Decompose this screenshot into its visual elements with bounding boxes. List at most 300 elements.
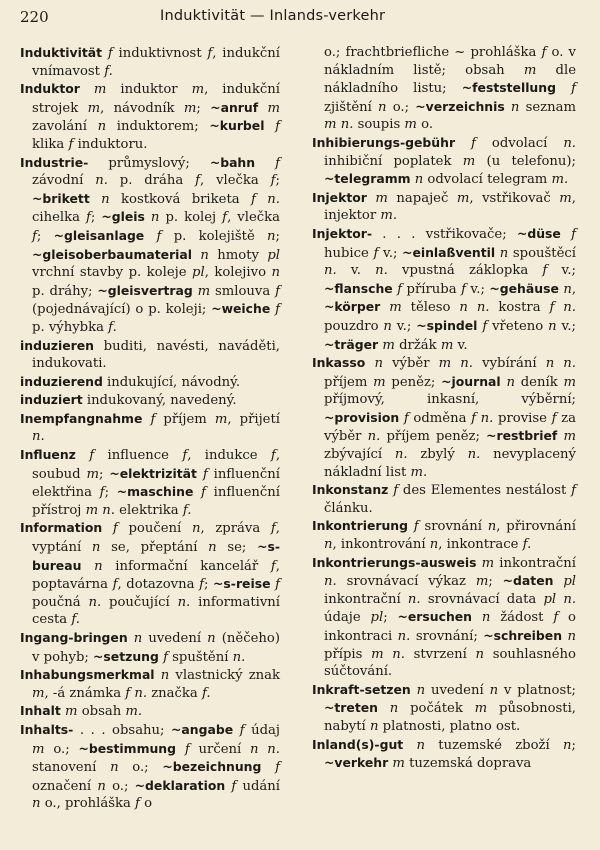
grammar-label: m [481,555,495,571]
definition-text: ; [104,485,117,501]
definition-text: o.; [386,99,416,115]
definition-text: , indukce [187,448,271,464]
dictionary-entry [312,554,576,681]
definition-text [472,610,482,625]
definition-text: soupis [353,117,405,133]
headword: Inkontrierungs-ausweis [312,554,477,570]
definition-text: vybírání [472,356,546,372]
grammar-label: pl [370,610,384,626]
grammar-label: n [150,210,160,226]
page-header [0,0,600,40]
grammar-label: f [32,228,37,244]
dictionary-entry [20,721,280,813]
definition-text: vpustná záklopka [387,263,543,279]
definition-text: klika [32,136,69,152]
headword: ~gleisoberbaumaterial [32,246,193,262]
grammar-label: m [191,82,205,98]
definition-text: , soubud [32,448,281,482]
definition-text: influenční elektřina [32,466,280,501]
grammar-label: n [94,558,103,574]
grammar-label: n [200,247,209,263]
definition-text: ; [36,228,54,244]
definition-text: zbývající [324,447,395,463]
grammar-label: m [214,411,228,427]
definition-text: souhlasného súčtování. [324,646,576,680]
definition-text: smlouva [210,283,276,299]
grammar-label: f [270,521,276,537]
definition-text: srovnání; [410,629,484,644]
definition-text [102,521,113,536]
grammar-label: f. [104,63,113,79]
definition-text: údaj [244,722,280,738]
definition-text: v.; [547,263,576,279]
definition-text: , zpráva [200,521,271,537]
grammar-label: m [523,62,537,78]
headword: ~deklaration [134,777,226,793]
definition-text: kostková briketa [109,191,251,207]
grammar-label: m [563,374,576,390]
grammar-label: n [97,778,106,794]
definition-text: závodní [32,173,96,189]
definition-text: o.; [44,741,79,757]
grammar-label: f [482,318,488,334]
grammar-label: f [150,411,156,427]
definition-text: poučná [32,594,89,610]
definition-text: . . . vstřikovače; [372,226,517,242]
grammar-label: f [397,281,403,297]
grammar-label: f [275,302,280,318]
headword: Injektor [312,189,367,205]
definition-text [556,81,571,96]
headword: Inhalts- [20,721,74,737]
definition-text: (pojednávající) o p. koleji; [32,302,212,318]
definition-text: v. [453,337,468,353]
grammar-label: m [375,190,388,206]
definition-text: provise [493,410,552,426]
definition-text: ; [383,610,398,626]
definition-text: zjištění [324,99,379,115]
definition-text: příjem peněz; [380,429,487,445]
grammar-label: n [510,99,520,115]
definition-text: elektrika [114,502,183,518]
grammar-label: m n. [371,646,405,662]
definition-text: informační kancelář [102,558,271,574]
headword: ~journal [441,373,501,389]
headword: ~bezeichnung [162,759,262,775]
headword: ~feststellung [461,80,556,96]
grammar-label: n [563,281,572,297]
definition-text: , indukční vnímavost [32,46,280,79]
definition-text: seznam [519,99,576,115]
grammar-label: n n. [459,300,490,316]
grammar-label: m. [380,208,398,224]
definition-text: průmyslový; [88,155,210,171]
headword: ~verzeichnis [415,98,505,114]
definition-text: působnosti, nabytí [324,701,577,734]
dictionary-entry [20,337,280,373]
headword: ~gleis [101,209,145,225]
headword: Inkonstanz [312,482,389,498]
grammar-label: f [207,46,213,61]
definition-text [378,701,390,716]
grammar-label: n [481,610,491,626]
definition-text: o inkontraci [324,610,576,644]
definition-text: o [139,796,153,812]
grammar-label: f [251,191,256,207]
definition-text: zavolání [32,119,98,135]
definition-text: peněz; [385,374,442,390]
grammar-label: f. [201,685,211,701]
grammar-label: f [86,210,91,226]
grammar-label: n [97,119,107,135]
grammar-label: n [374,356,383,372]
definition-text: p. kolej [159,210,223,226]
definition-text [403,738,416,753]
definition-text: odvolací telegram [423,172,552,188]
headword: ~telegramm [324,171,411,187]
definition-text: tuzemská doprava [404,756,532,772]
dictionary-entry [20,373,280,392]
grammar-label: f [275,577,280,593]
headword: ~gleisanlage [53,227,145,243]
grammar-label: f [270,173,276,189]
grammar-label: f [275,283,280,299]
definition-text: influence [94,448,183,464]
headword: ~treten [324,700,378,716]
definition-text: (něčeho) v pohyb; [32,631,280,665]
definition-text: pouzdro [324,318,384,334]
grammar-label: n [101,191,110,207]
headword: ~gleisvertrag [97,282,193,298]
definition-text: buditi, navésti, naváděti, indukovati. [32,338,280,372]
definition-text: (u telefonu); [475,153,576,169]
definition-text [561,227,571,242]
definition-text: stanovení [32,760,111,776]
grammar-label: m [87,100,101,116]
definition-text: hmoty [208,247,268,263]
definition-text [144,229,156,244]
definition-text [176,742,185,757]
grammar-label: f [542,263,548,279]
definition-text: příjem [324,374,374,390]
grammar-label: m. [125,704,143,720]
grammar-label: f [163,649,168,665]
definition-text: p. dráha [107,173,196,189]
grammar-label: n [378,99,387,115]
definition-text: , inkontrování [332,537,430,553]
grammar-label: f [551,410,557,426]
headword: ~restbrief [486,428,558,444]
grammar-label: f [471,135,476,151]
grammar-label: m [183,100,197,116]
grammar-label: f n. [125,685,148,701]
definition-text: informativní cesta [32,594,280,628]
grammar-label: f [571,483,576,499]
grammar-label: m [440,337,454,353]
grammar-label: f [413,519,419,535]
grammar-label: n [271,265,280,281]
dictionary-entry [20,519,280,629]
definition-text: indukující, návodný. [102,374,241,390]
definition-text: srovnávací výkaz [336,574,476,590]
grammar-label: m [456,190,470,206]
definition-text: značka [147,685,202,701]
definition-text: induktoru. [73,136,148,152]
definition-text: , inkontrace [438,537,523,553]
headword: induzieren [20,337,94,353]
definition-text [193,485,201,500]
grammar-label: m [389,300,402,316]
definition-text: v.; [465,281,490,297]
grammar-label: f. [71,612,80,628]
grammar-label: n. [177,594,191,610]
headword: ~maschine [116,484,194,500]
definition-text: o., prohláška [40,796,136,812]
grammar-label: n [567,629,576,644]
grammar-label: f [571,81,576,97]
headword: ~ersuchen [397,609,472,625]
definition-text: srovnávací data [420,591,544,607]
grammar-label: n [110,760,119,776]
headword: Inhabungsmerkmal [20,667,155,683]
headword: ~flansche [324,280,393,296]
dictionary-entry [20,80,280,153]
grammar-label: m [382,337,395,353]
definition-text [255,156,275,171]
running-head: Induktivität — Inlands-verkehr [160,8,386,24]
grammar-label: f [461,281,466,297]
definition-text: , [571,281,577,297]
dictionary-entry [312,681,576,736]
definition-text: označení [32,778,98,794]
definition-text: se; [216,540,258,556]
definition-text: , vstřikovač [469,190,560,206]
grammar-label: n [267,228,276,244]
definition-text: , dotazovna [117,577,200,593]
definition-text: , indukční strojek [32,82,280,116]
definition-text: počátek [398,701,475,717]
headword: ~bahn [209,154,256,170]
dictionary-entry [20,666,280,702]
grammar-label: f [270,448,276,464]
definition-text: za výběr [324,410,576,445]
headword: ~brikett [32,190,90,206]
headword: ~verkehr [324,755,389,771]
definition-text: inkontrační [324,591,408,607]
definition-text: v. [336,263,376,279]
grammar-label: f [202,466,208,482]
grammar-label: f [231,778,237,794]
grammar-label: n [369,718,379,734]
definition-text: platnosti, platno ost. [378,718,521,734]
definition-text: držák [394,337,441,353]
dictionary-entry [312,736,576,773]
grammar-label: pl [192,265,205,281]
grammar-label: m [475,574,489,590]
definition-text: ; [571,737,576,753]
definition-text: napaječ [387,190,457,206]
headword: ~s-reise [213,576,271,592]
headword: ~träger [324,336,379,352]
definition-text: , -á známka [44,685,126,701]
grammar-label: f [89,448,95,464]
definition-text [76,448,89,463]
definition-text: stvrzení [404,646,476,662]
grammar-label: n n. [545,356,576,372]
headword: Industrie- [20,154,89,170]
definition-text: , přirovnání [496,519,576,535]
dictionary-entry [20,629,280,666]
definition-text: vrchní stavby p. koleje [32,265,193,281]
headword: ~einlaßventil [402,244,496,260]
definition-text: se, přeptání [100,540,209,556]
grammar-label: n [324,537,333,553]
headword: Inland(s)-gut [312,736,404,752]
headword: ~provision [324,409,400,425]
definition-text: nevyplacený nákladní list [324,447,576,480]
headword: ~bestimmung [78,740,177,756]
grammar-label: n [489,682,499,698]
grammar-label: n. [324,574,337,590]
definition-text: o.; frachtbriefliche ~ prohláška [324,45,542,60]
definition-text: vřeteno [487,318,549,334]
grammar-label: pl [563,574,577,590]
headword: ~körper [324,299,381,315]
definition-text [455,136,471,151]
definition-text: těleso [401,300,460,316]
grammar-label: m [197,283,211,299]
definition-text: ; [203,577,214,593]
grammar-label: n [133,631,143,646]
dictionary-entry [20,446,280,519]
grammar-label: pl n. [543,591,577,607]
grammar-label: m. [551,172,569,188]
definition-text [264,119,275,134]
headword: ~kurbel [209,118,265,134]
definition-text: příjmový, inkasní, výběrní; [324,392,576,408]
dictionary-entry [20,154,280,337]
headword: Injektor- [312,225,373,241]
definition-text: obsah [77,704,126,720]
grammar-label: n [208,540,217,556]
grammar-label: n. [32,429,45,445]
definition-text [380,300,389,315]
grammar-label: n [499,245,509,261]
grammar-label: n n. [250,741,280,757]
definition-text: příjem [155,411,215,427]
definition-text: ; [196,100,211,116]
grammar-label: n. [407,591,421,607]
dictionary-entry [312,44,576,134]
grammar-label: f [135,796,140,812]
definition-text: , vlečka [227,210,280,226]
definition-text: induktor [106,82,192,98]
grammar-label: f [156,228,162,244]
definition-text [90,192,101,207]
definition-text: o.; [118,760,163,776]
grammar-label: n [91,540,101,556]
grammar-label: n. [88,594,102,610]
headword: ~düse [516,225,561,241]
definition-text: induktorem; [106,119,210,135]
definition-text: odměna [408,410,472,426]
grammar-label: f. [182,502,192,518]
headword: ~angabe [171,721,234,737]
left-column [20,44,280,813]
grammar-label: f [373,245,379,261]
definition-text: v platnost; [498,682,576,698]
headword: induzierend [20,373,103,389]
definition-text: v.; [378,245,403,261]
definition-text: tuzemské zboží [425,737,564,753]
definition-text: určení [189,741,251,757]
definition-text: údaje [324,610,371,626]
grammar-label: n. [232,649,246,665]
grammar-label: m [65,704,78,720]
grammar-label: n [383,318,392,334]
dictionary-entry [312,481,576,517]
definition-text: indukovaný, navedený. [82,393,237,409]
definition-text: zbylý [407,447,468,463]
headword: Inhibierungs-gebühr [312,134,456,150]
grammar-label: m [563,429,576,445]
headword: ~elektrizität [109,465,197,481]
definition-text: ; [275,228,280,244]
definition-text: , vyptání [32,521,280,556]
definition-text: vlastnický znak [169,668,280,684]
definition-text: , poptavárna [32,558,280,593]
grammar-label: f [68,136,74,152]
grammar-label: m [392,756,405,772]
grammar-label: n [191,521,201,537]
definition-text: , návodník [100,100,184,116]
definition-text: výběr [382,356,439,372]
grammar-label: f [199,577,204,593]
grammar-label: f [553,610,559,626]
grammar-label: m n. [438,356,473,372]
grammar-label: n [32,796,41,812]
definition-text: spuštění [167,649,233,665]
dictionary-entry [312,225,576,354]
headword: Inhalt [20,703,61,719]
definition-text: uvedení [425,682,490,698]
grammar-label: f [201,485,206,501]
headword: ~daten [502,573,554,589]
grammar-label: m [404,117,417,133]
headword: Ingang-bringen [20,630,128,645]
dictionary-entry [312,517,576,553]
grammar-label: f [112,577,118,593]
page-number: 220 [20,8,49,26]
grammar-label: m n. [324,117,354,133]
headword: induziert [20,392,83,408]
grammar-label: f n. [549,300,576,316]
headword: Inempfangnahme [20,410,143,426]
headword: ~spindel [416,317,478,333]
headword: Inkontrierung [312,518,408,534]
definition-text: p. výhybka [32,319,109,335]
grammar-label: f [275,760,280,776]
definition-text: p. kolejiště [161,228,268,244]
definition-text: poučení [117,521,192,537]
dictionary-entry [312,134,576,189]
headword: ~s-bureau [32,539,280,573]
grammar-label: n. [467,447,481,463]
definition-text: o. [416,117,434,133]
grammar-label: n. [324,263,337,279]
headword: ~schreiben [483,628,563,643]
grammar-label: n [414,172,424,188]
